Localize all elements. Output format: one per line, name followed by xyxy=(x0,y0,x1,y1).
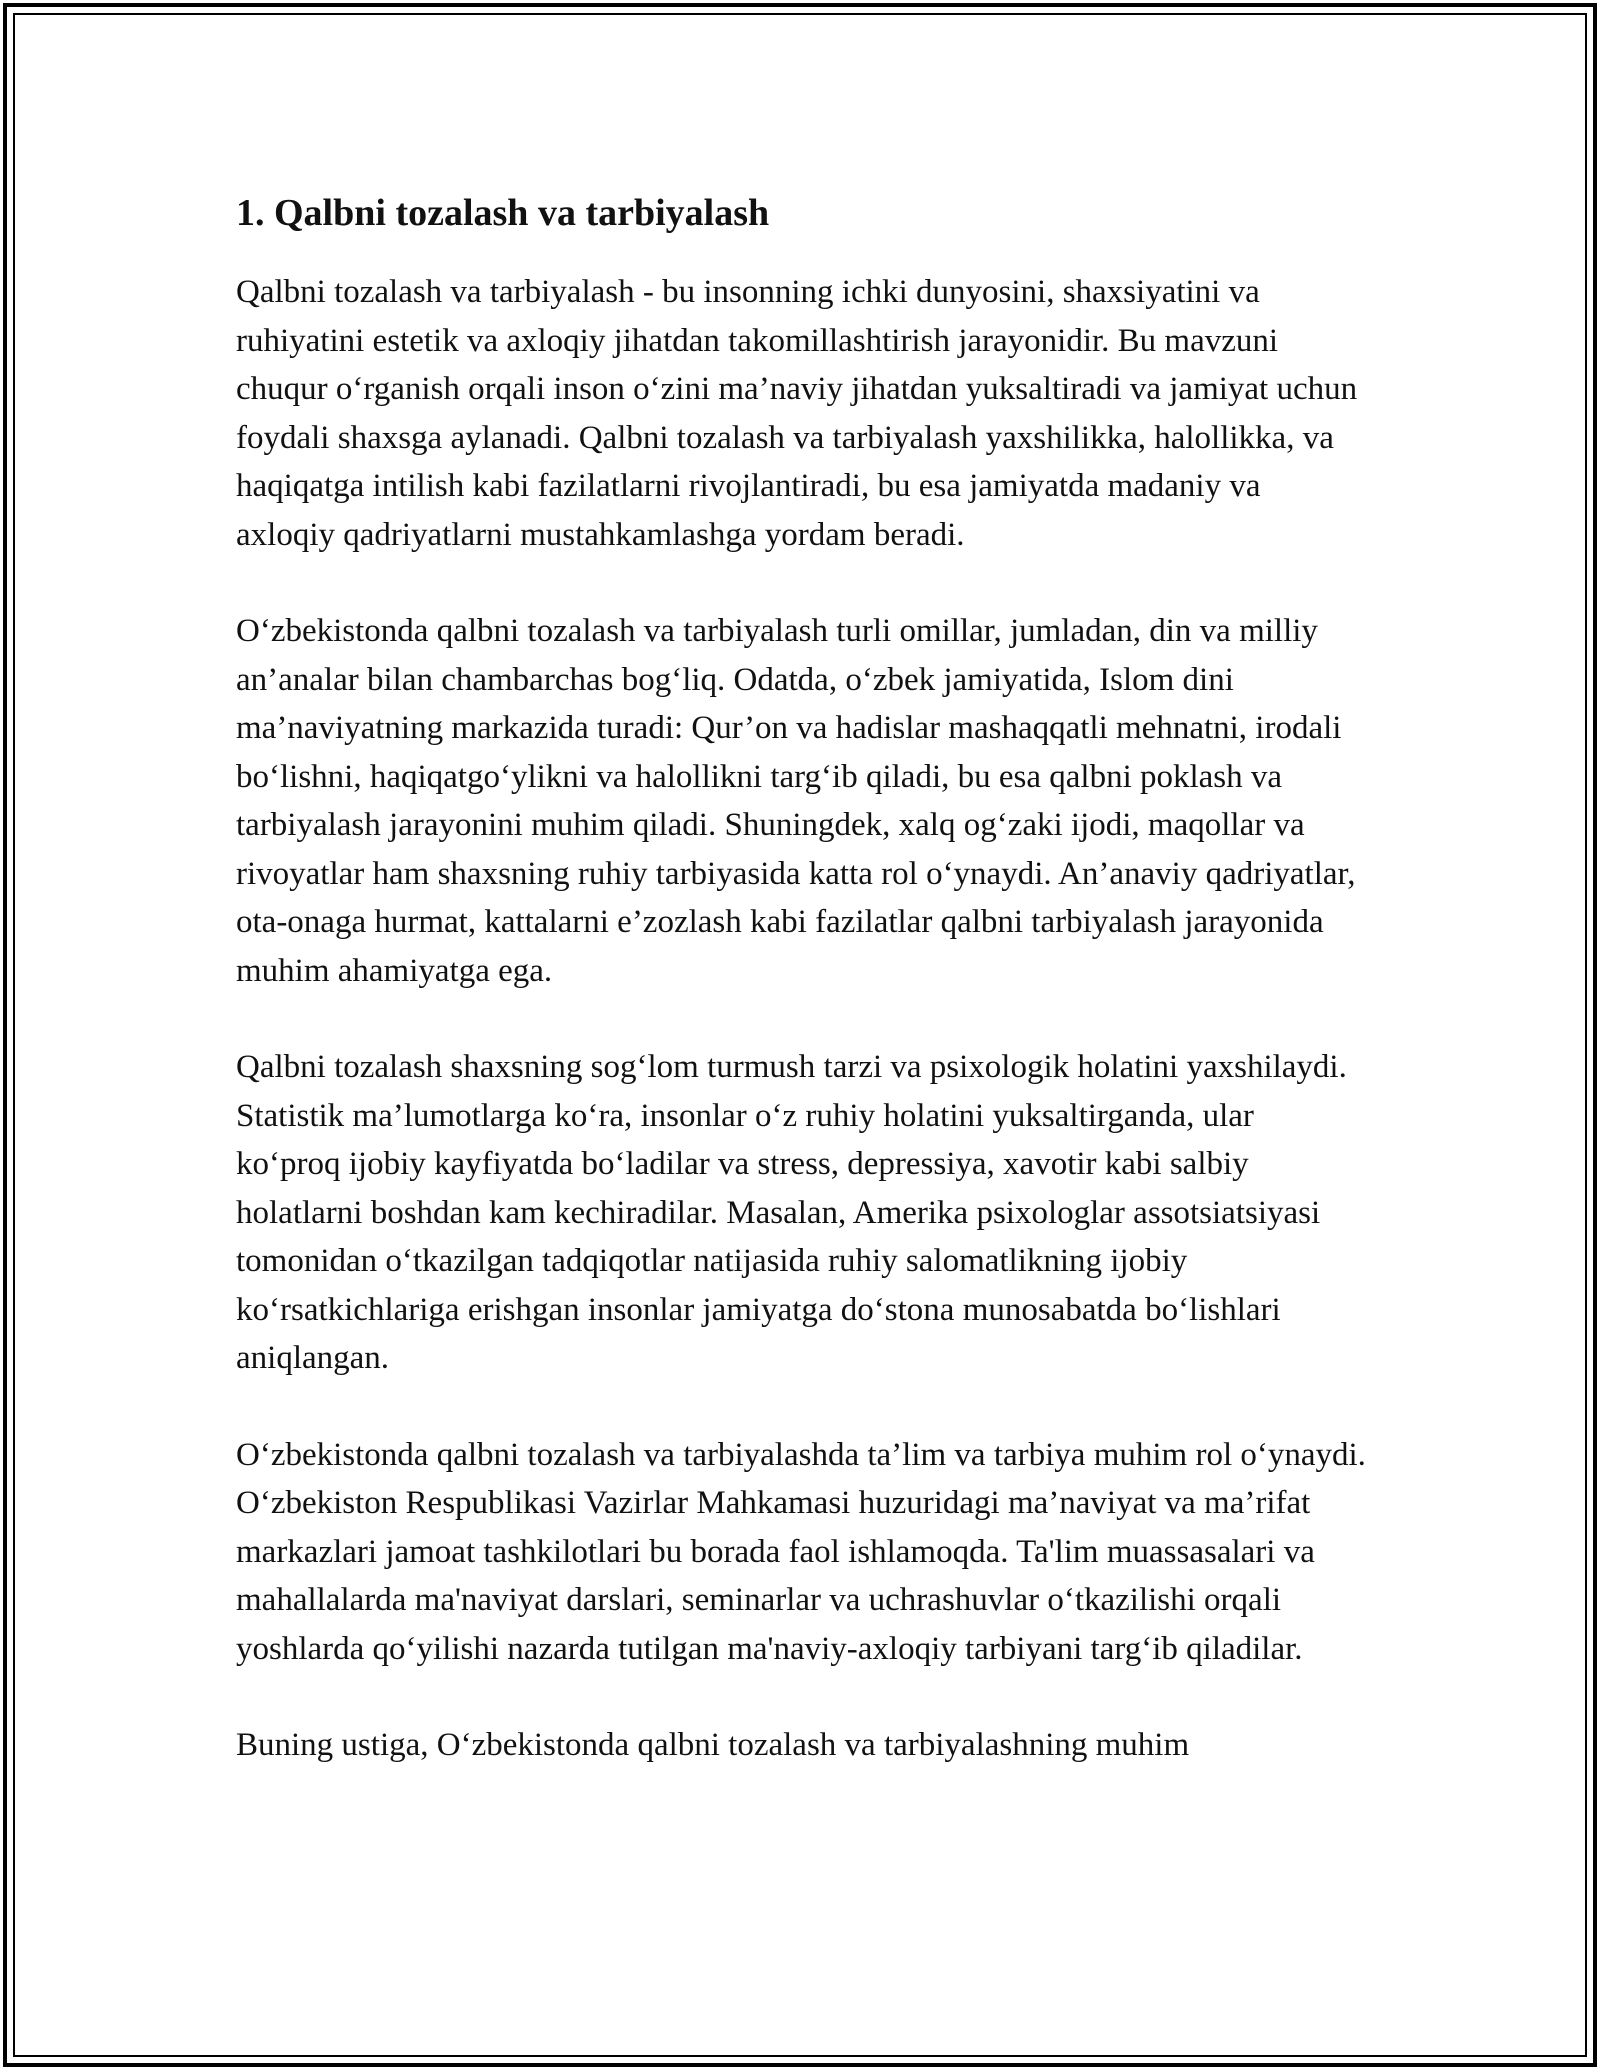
paragraph: Qalbni tozalash va tarbiyalash - bu insonning ichki dunyosini, shaxsiyatini va ruhiyatini estetik va axloqiy jihatdan takomillashtirish jarayonidir. Bu mavzuni chuqur o‘rganish orqali inson o‘zini ma’naviy jihatdan yuksaltiradi va jamiyat uchun foydali shaxsga aylanadi. Qalbni tozalash va tarbiyalash yaxshilikka, halollikka, va haqiqatga intilish kabi fazilatlarni rivojlantiradi, bu esa jamiyatda madaniy va axloqiy qadriyatlarni mustahkamlashga yordam beradi. xyxy=(236,274,1358,553)
document-body xyxy=(236,186,1366,1818)
paragraph: O‘zbekistonda qalbni tozalash va tarbiyalashda ta’lim va tarbiya muhim rol o‘ynaydi. O‘zbekiston Respublikasi Vazirlar Mahkamasi huzuridagi ma’naviyat va ma’rifat markazlari jamoat tashkilotlari bu borada faol ishlamoqda. Ta'lim muassasalari va mahallalarda ma'naviyat darslari, seminarlar va uchrashuvlar o‘tkazilishi orqali yoshlarda qo‘yilishi nazarda tutilgan ma'naviy-axloqiy tarbiyani targ‘ib qiladilar. xyxy=(236,1436,1366,1667)
paragraph: O‘zbekistonda qalbni tozalash va tarbiyalash turli omillar, jumladan, din va milliy an’analar bilan chambarchas bog‘liq. Odatda, o‘zbek jamiyatida, Islom dini ma’naviyatning markazida turadi: Qur’on va hadislar mashaqqatli mehnatni, irodali bo‘lishni, haqiqatgo‘ylikni va halollikni targ‘ib qiladi, bu esa qalbni poklash va tarbiyalash jarayonini muhim qiladi. Shuningdek, xalq og‘zaki ijodi, maqollar va rivoyatlar ham shaxsning ruhiy tarbiyasida katta rol o‘ynaydi. An’anaviy qadriyatlar, ota-onaga hurmat, kattalarni e’zozlash kabi fazilatlar qalbni tarbiyalash jarayonida muhim ahamiyatga ega. xyxy=(236,613,1356,989)
paragraph: Buning ustiga, O‘zbekistonda qalbni tozalash va tarbiyalashning muhim xyxy=(236,1727,1190,1763)
paragraph: Qalbni tozalash shaxsning sog‘lom turmush tarzi va psixologik holatini yaxshilaydi. Statistik ma’lumotlarga ko‘ra, insonlar o‘z ruhiy holatini yuksaltirganda, ular ko‘proq ijobiy kayfiyatda bo‘ladilar va stress, depressiya, xavotir kabi salbiy holatlarni boshdan kam kechiradilar. Masalan, Amerika psixologlar assotsiatsiyasi tomonidan o‘tkazilgan tadqiqotlar natijasida ruhiy salomatlikning ijobiy ko‘rsatkichlariga erishgan insonlar jamiyatga do‘stona munosabatda bo‘lishlari aniqlangan. xyxy=(236,1049,1347,1376)
section-heading: 1. Qalbni tozalash va tarbiyalash xyxy=(236,192,770,234)
